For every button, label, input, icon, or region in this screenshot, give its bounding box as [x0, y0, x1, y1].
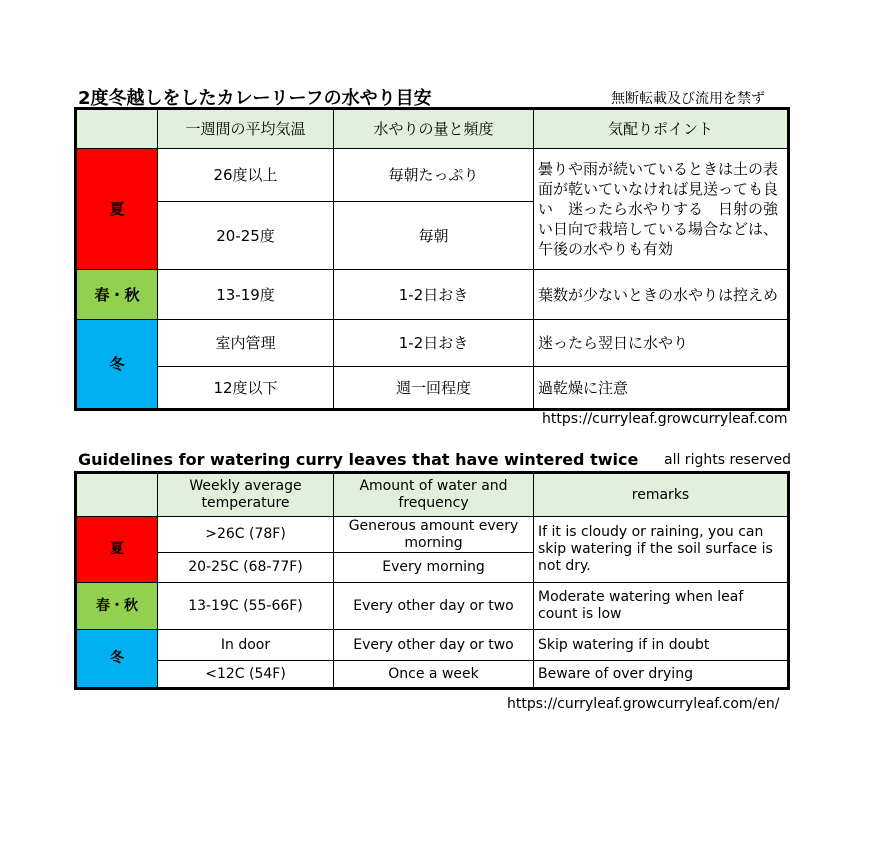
jp-summer-note: 曇りや雨が続いているときは土の表面が乾いていなければ見送っても良い 迷ったら水やりする 日射の強い日向で栽培している場合などは、午後の水やりも有効	[534, 149, 789, 270]
jp-header-blank	[76, 109, 158, 149]
en-header-temperature: Weekly average temperature	[158, 473, 334, 517]
jp-temp-cell: 20-25度	[158, 202, 334, 270]
en-water-cell: Every other day or two	[334, 583, 534, 630]
en-temp-cell: <12C (54F)	[158, 661, 334, 689]
jp-water-cell: 毎朝	[334, 202, 534, 270]
jp-note-cell: 葉数が少ないときの水やりは控えめ	[534, 270, 789, 320]
jp-note-cell: 迷ったら翌日に水やり	[534, 320, 789, 367]
en-temp-cell: >26C (78F)	[158, 517, 334, 553]
en-season-spring-autumn: 春・秋	[76, 583, 158, 630]
table-row	[76, 630, 789, 661]
jp-note-cell: 過乾燥に注意	[534, 367, 789, 410]
jp-header-points: 気配りポイント	[534, 109, 789, 149]
table-row	[76, 661, 789, 689]
jp-watering-table	[74, 107, 790, 411]
jp-water-cell: 1-2日おき	[334, 270, 534, 320]
en-water-cell: Once a week	[334, 661, 534, 689]
table-row	[76, 367, 789, 410]
jp-temp-cell: 室内管理	[158, 320, 334, 367]
en-header-water: Amount of water and frequency	[334, 473, 534, 517]
table-row	[76, 320, 789, 367]
jp-header-temperature: 一週間の平均気温	[158, 109, 334, 149]
jp-header-water: 水やりの量と頻度	[334, 109, 534, 149]
jp-temp-cell: 12度以下	[158, 367, 334, 410]
jp-source-url: https://curryleaf.growcurryleaf.com	[542, 411, 788, 427]
jp-temp-cell: 13-19度	[158, 270, 334, 320]
jp-header-row	[76, 109, 789, 149]
table-row	[76, 149, 789, 202]
jp-water-cell: 1-2日おき	[334, 320, 534, 367]
en-water-cell: Every other day or two	[334, 630, 534, 661]
jp-temp-cell: 26度以上	[158, 149, 334, 202]
table-row	[76, 517, 789, 553]
jp-water-cell: 毎朝たっぷり	[334, 149, 534, 202]
en-note-cell: Beware of over drying	[534, 661, 789, 689]
en-temp-cell: 13-19C (55-66F)	[158, 583, 334, 630]
jp-rights-notice: 無断転載及び流用を禁ず	[611, 91, 765, 107]
en-note-cell: Moderate watering when leaf count is low	[534, 583, 789, 630]
en-source-url: https://curryleaf.growcurryleaf.com/en/	[507, 696, 780, 712]
en-header-row	[76, 473, 789, 517]
table-row	[76, 583, 789, 630]
en-season-summer: 夏	[76, 517, 158, 583]
table-row	[76, 270, 789, 320]
en-temp-cell: 20-25C (68-77F)	[158, 553, 334, 583]
en-season-winter: 冬	[76, 630, 158, 689]
en-temp-cell: In door	[158, 630, 334, 661]
en-title: Guidelines for watering curry leaves that have wintered twice	[78, 450, 639, 469]
en-water-cell: Every morning	[334, 553, 534, 583]
jp-season-spring-autumn: 春・秋	[76, 270, 158, 320]
jp-season-summer: 夏	[76, 149, 158, 270]
en-header-blank	[76, 473, 158, 517]
jp-title: 2度冬越しをしたカレーリーフの水やり目安	[78, 88, 432, 109]
jp-water-cell: 週一回程度	[334, 367, 534, 410]
en-note-cell: Skip watering if in doubt	[534, 630, 789, 661]
en-watering-table	[74, 471, 790, 690]
en-summer-note: If it is cloudy or raining, you can skip watering if the soil surface is not dry.	[534, 517, 789, 583]
en-rights-notice: all rights reserved	[664, 452, 791, 468]
en-header-remarks: remarks	[534, 473, 789, 517]
jp-season-winter: 冬	[76, 320, 158, 410]
en-water-cell: Generous amount every morning	[334, 517, 534, 553]
